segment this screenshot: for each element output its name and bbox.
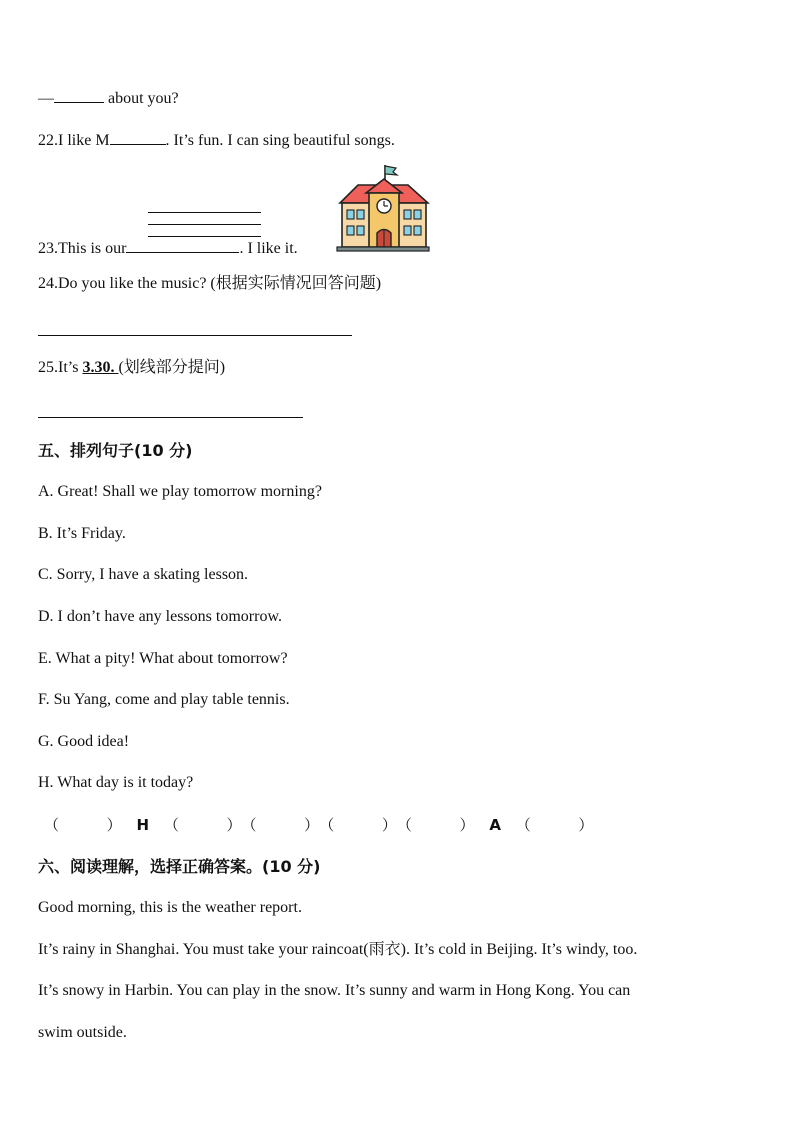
answer-line[interactable] <box>38 417 303 418</box>
question-text: 24.Do you like the music? (根据实际情况回答问题) <box>38 275 382 292</box>
sentence-f: F. Su Yang, come and play table tennis. <box>38 691 290 708</box>
order-answer-row <box>44 815 593 835</box>
question-25 <box>38 358 225 378</box>
sentence-e: E. What a pity! What about tomorrow? <box>38 650 288 667</box>
passage-line-1: Good morning, this is the weather report. <box>38 899 302 916</box>
sentence-c: C. Sorry, I have a skating lesson. <box>38 566 249 583</box>
sentence-d: D. I don’t have any lessons tomorrow. <box>38 608 282 625</box>
sentence-b: B. It’s Friday. <box>38 525 126 542</box>
order-given-a: A <box>489 816 501 834</box>
school-building-illustration <box>336 163 430 253</box>
question-text: 23.This is our <box>38 240 127 257</box>
answer-line-1[interactable] <box>148 212 261 213</box>
order-given-h: H <box>136 816 150 834</box>
order-slot-4[interactable]: （ ） <box>319 816 397 834</box>
question-21-tail <box>38 87 179 109</box>
order-slot-1[interactable]: （ ） <box>44 816 122 834</box>
dash: — <box>38 90 54 107</box>
passage-line-2: It’s rainy in Shanghai. You must take your raincoat(雨衣). It’s cold in Beijing. It’s windy, too. <box>38 941 638 958</box>
section-6-title: 六、阅读理解，选择正确答案。(10 分) <box>38 857 321 876</box>
sentence-g: G. Good idea! <box>38 733 130 750</box>
question-23 <box>38 237 298 259</box>
answer-blank[interactable] <box>126 237 239 253</box>
question-text: 22.I like M <box>38 132 110 149</box>
order-slot-3[interactable]: （ ） <box>241 816 320 834</box>
answer-line[interactable] <box>38 335 352 336</box>
answer-blank[interactable] <box>54 87 104 103</box>
sentence-a: A. Great! Shall we play tomorrow morning? <box>38 483 322 500</box>
question-text: 25.It’s <box>38 359 83 376</box>
sentence-h: H. What day is it today? <box>38 774 194 791</box>
answer-line-2[interactable] <box>148 224 261 225</box>
passage-line-3: It’s snowy in Harbin. You can play in the snow. It’s sunny and warm in Hong Kong. You can <box>38 982 631 999</box>
order-slot-5[interactable]: （ ） <box>396 816 475 834</box>
passage-line-4: swim outside. <box>38 1024 127 1041</box>
question-text: . I like it. <box>239 240 298 257</box>
question-text: (划线部分提问) <box>118 359 226 376</box>
underlined-part: 3.30. <box>82 359 119 376</box>
question-text: . It’s fun. I can sing beautiful songs. <box>165 132 395 149</box>
question-22 <box>38 129 395 151</box>
question-text: about you? <box>104 90 179 107</box>
order-slot-2[interactable]: （ ） <box>163 816 242 834</box>
order-slot-6[interactable]: （ ） <box>515 816 594 834</box>
answer-blank[interactable] <box>110 129 166 145</box>
section-5-title: 五、排列句子(10 分) <box>38 441 193 460</box>
question-24 <box>38 274 381 294</box>
